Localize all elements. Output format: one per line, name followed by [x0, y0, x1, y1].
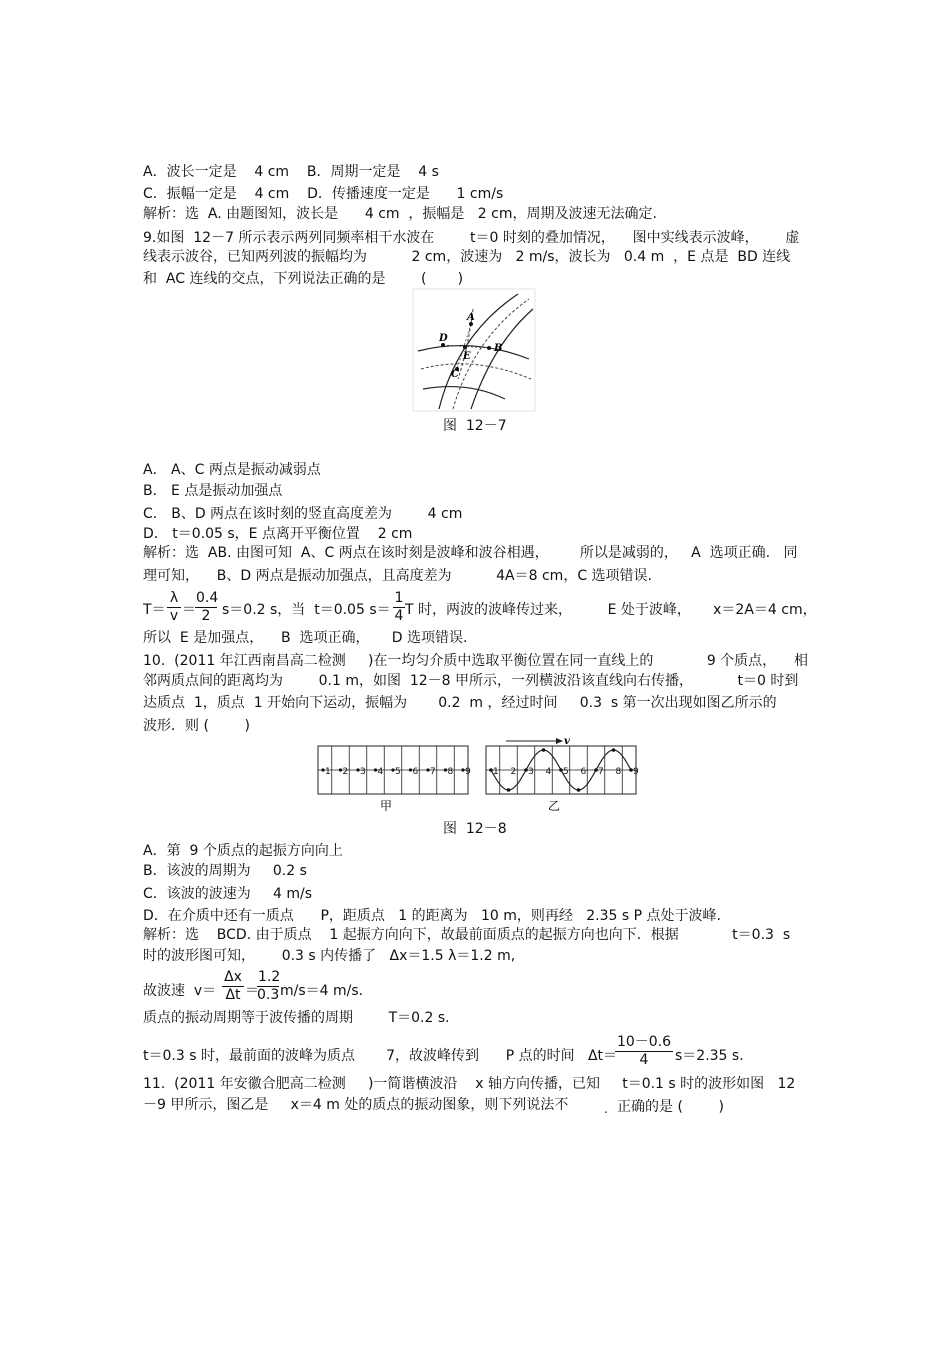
- velocity-arrowhead: [556, 738, 563, 744]
- figure-12-7-caption: 图 12－7: [443, 418, 507, 434]
- q10-fraction-time: [615, 1034, 673, 1069]
- q8-option-ab: A．波长一定是 4 cm B．周期一定是 4 s: [143, 164, 439, 180]
- q10-stem-line4: 波形．则 ( ): [143, 718, 250, 734]
- q10-fraction-dx-dt: [222, 969, 244, 1004]
- grid-jia: [318, 746, 471, 794]
- wave-particle: [542, 748, 546, 752]
- q9-option-a: A． A、C 两点是振动减弱点: [143, 462, 321, 478]
- particle-label: 9: [465, 767, 471, 777]
- q9-period-label: T＝: [143, 602, 166, 618]
- q9-analysis-line4: 所以 E 是加强点， B 选项正确， D 选项错误.: [143, 630, 468, 646]
- particle-label: 9: [633, 767, 639, 777]
- fraction-numerator: 0.4: [196, 590, 219, 606]
- q10-option-a: A．第 9 个质点的起振方向向上: [143, 843, 343, 859]
- q9-fraction-1-4: [393, 590, 405, 625]
- particle-label: 2: [510, 767, 517, 777]
- q9-option-d: D． t＝0.05 s，E 点离开平衡位置 2 cm: [143, 526, 413, 542]
- fraction-denominator: 0.3: [257, 987, 280, 1003]
- velocity-label: v: [564, 736, 570, 747]
- fraction-numerator: Δx: [222, 969, 244, 987]
- fraction-denominator: 4: [394, 608, 404, 624]
- wave-particle: [612, 748, 616, 752]
- figure-12-7-wave-interference: [413, 289, 535, 411]
- q9-formula-middle: s＝0.2 s，当 t＝0.05 s＝: [222, 602, 391, 618]
- particle-label: 6: [580, 767, 587, 777]
- wave-particle: [629, 768, 633, 772]
- particle-label: 5: [395, 767, 401, 777]
- particle-label: 8: [447, 767, 454, 777]
- fraction-denominator: 2: [201, 608, 211, 624]
- q10-stem-line2: 邻两质点间的距离均为 0.1 m，如图 12－8 甲所示，一列横波沿该直线向右传播， t＝0 时到: [143, 673, 799, 689]
- q10-stem-line3: 达质点 1，质点 1 开始向下运动，振幅为 0.2 m ，经过时间 0.3 s 第一次出现如图乙所示的: [143, 695, 777, 711]
- particle-label: 4: [377, 767, 384, 777]
- q10-stem-line1: 10. (2011 年江西南昌高二检测 )在一均匀介质中选取平衡位置在同一直线上的 9 个质点， 相: [143, 653, 808, 669]
- point-a-label: A: [467, 312, 475, 323]
- q10-option-d: D．在介质中还有一质点 P，距质点 1 的距离为 10 m，则再经 2.35 s P 点处于波峰.: [143, 908, 721, 924]
- particle-label: 2: [342, 767, 349, 777]
- particle-label: 7: [598, 767, 604, 777]
- q11-stem-line1: 11. (2011 年安徽合肥高二检测 )一简谐横波沿 x 轴方向传播，已知 t＝0.1 s 时的波形如图 12: [143, 1076, 796, 1092]
- fraction-denominator: Δt: [225, 987, 241, 1003]
- particle-label: 3: [360, 767, 366, 777]
- figure-12-8-particle-grids: [316, 736, 639, 814]
- label-yi: 乙: [548, 799, 561, 813]
- q8-analysis: 解析：选 A. 由题图知，波长是 4 cm ，振幅是 2 cm，周期及波速无法确定.: [143, 206, 657, 222]
- label-jia: 甲: [380, 799, 393, 813]
- q10-option-c: C．该波的波速为 4 m/s: [143, 886, 313, 902]
- q9-analysis-line1: 解析：选 AB. 由图可知 A、C 两点在该时刻是波峰和波谷相遇， 所以是减弱的， A 选项正确. 同: [143, 545, 798, 561]
- wave-particle: [489, 768, 493, 772]
- q9-formula-end: T 时，两波的波峰传过来， E 处于波峰， x＝2A＝4 cm，: [405, 602, 817, 618]
- q9-fraction-0.4-2: [195, 590, 217, 625]
- wave-particle: [524, 768, 528, 772]
- fraction-denominator: v: [169, 608, 179, 624]
- fraction-numerator: 1.2: [258, 969, 281, 985]
- particle-label: 7: [430, 767, 436, 777]
- q9-option-c: C． B、D 两点在该时刻的竖直高度差为 4 cm: [143, 506, 463, 522]
- q10-option-b: B．该波的周期为 0.2 s: [143, 863, 307, 879]
- particle-label: 6: [412, 767, 419, 777]
- q9-stem-line2: 线表示波谷，已知两列波的振幅均为 2 cm，波速为 2 m/s，波长为 0.4 m ，E 点是 BD 连线: [143, 249, 791, 265]
- particle-label: 5: [563, 767, 569, 777]
- wave-particle: [559, 768, 563, 772]
- q10-fraction-1.2-0.3: [257, 969, 279, 1004]
- particle-label: 1: [493, 767, 499, 777]
- point-c-label: C: [451, 369, 459, 380]
- q10-speed-label: 故波速 v＝: [143, 983, 217, 999]
- wave-particle: [507, 788, 511, 792]
- particle-label: 8: [615, 767, 622, 777]
- q9-fraction-lambda-v: [167, 590, 181, 625]
- q10-analysis-line1: 解析：选 BCD. 由于质点 1 起振方向向下，故最前面质点的起振方向也向下．根据 t＝0.3 s: [143, 927, 791, 943]
- q10-time-end: s＝2.35 s.: [675, 1048, 744, 1064]
- point-b-label: B: [494, 343, 503, 354]
- q10-speed-end: m/s＝4 m/s.: [280, 983, 364, 999]
- fraction-numerator: 10－0.6: [616, 1034, 672, 1050]
- q9-analysis-line2: 理可知， B、D 两点是振动加强点，且高度差为 4A＝8 cm，C 选项错误.: [143, 568, 652, 584]
- q8-option-cd: C．振幅一定是 4 cm D．传播速度一定是 1 cm/s: [143, 186, 504, 202]
- figure-12-8-caption: 图 12－8: [443, 821, 507, 837]
- particle-label: 1: [325, 767, 331, 777]
- q9-option-b: B． E 点是振动加强点: [143, 483, 283, 499]
- q10-time-label: t＝0.3 s 时，最前面的波峰为质点 7，故波峰传到 P 点的时间 Δt＝: [143, 1048, 618, 1064]
- fraction-numerator: 1: [394, 590, 404, 606]
- q9-stem-line3: 和 AC 连线的交点，下列说法正确的是 ( ): [143, 271, 464, 287]
- fraction-numerator: λ: [167, 590, 181, 608]
- particle-label: 4: [545, 767, 552, 777]
- q10-equals: ＝: [245, 983, 259, 999]
- particle-label: 3: [528, 767, 534, 777]
- q11-stem-line2a: －9 甲所示，图乙是 x＝4 m 处的质点的振动图象，则下列说法不: [143, 1097, 569, 1113]
- wave-particle: [594, 768, 598, 772]
- point-d-label: D: [439, 333, 448, 344]
- q11-stem-line2b: 正确的是 ( ): [617, 1099, 724, 1115]
- wave-particle: [577, 788, 581, 792]
- emphasis-dot: .: [604, 1102, 608, 1116]
- q10-analysis-line2: 时的波形图可知， 0.3 s 内传播了 Δx＝1.5 λ＝1.2 m,: [143, 948, 516, 964]
- point-e-label: E: [463, 351, 471, 362]
- q9-equals: ＝: [182, 602, 196, 618]
- q9-stem-line1: 9.如图 12－7 所示表示两列同频率相干水波在 t＝0 时刻的叠加情况， 图中实线表示波峰， 虚: [143, 230, 800, 246]
- q10-analysis-line4: 质点的振动周期等于波传播的周期 T＝0.2 s.: [143, 1010, 450, 1026]
- fraction-denominator: 4: [639, 1052, 649, 1068]
